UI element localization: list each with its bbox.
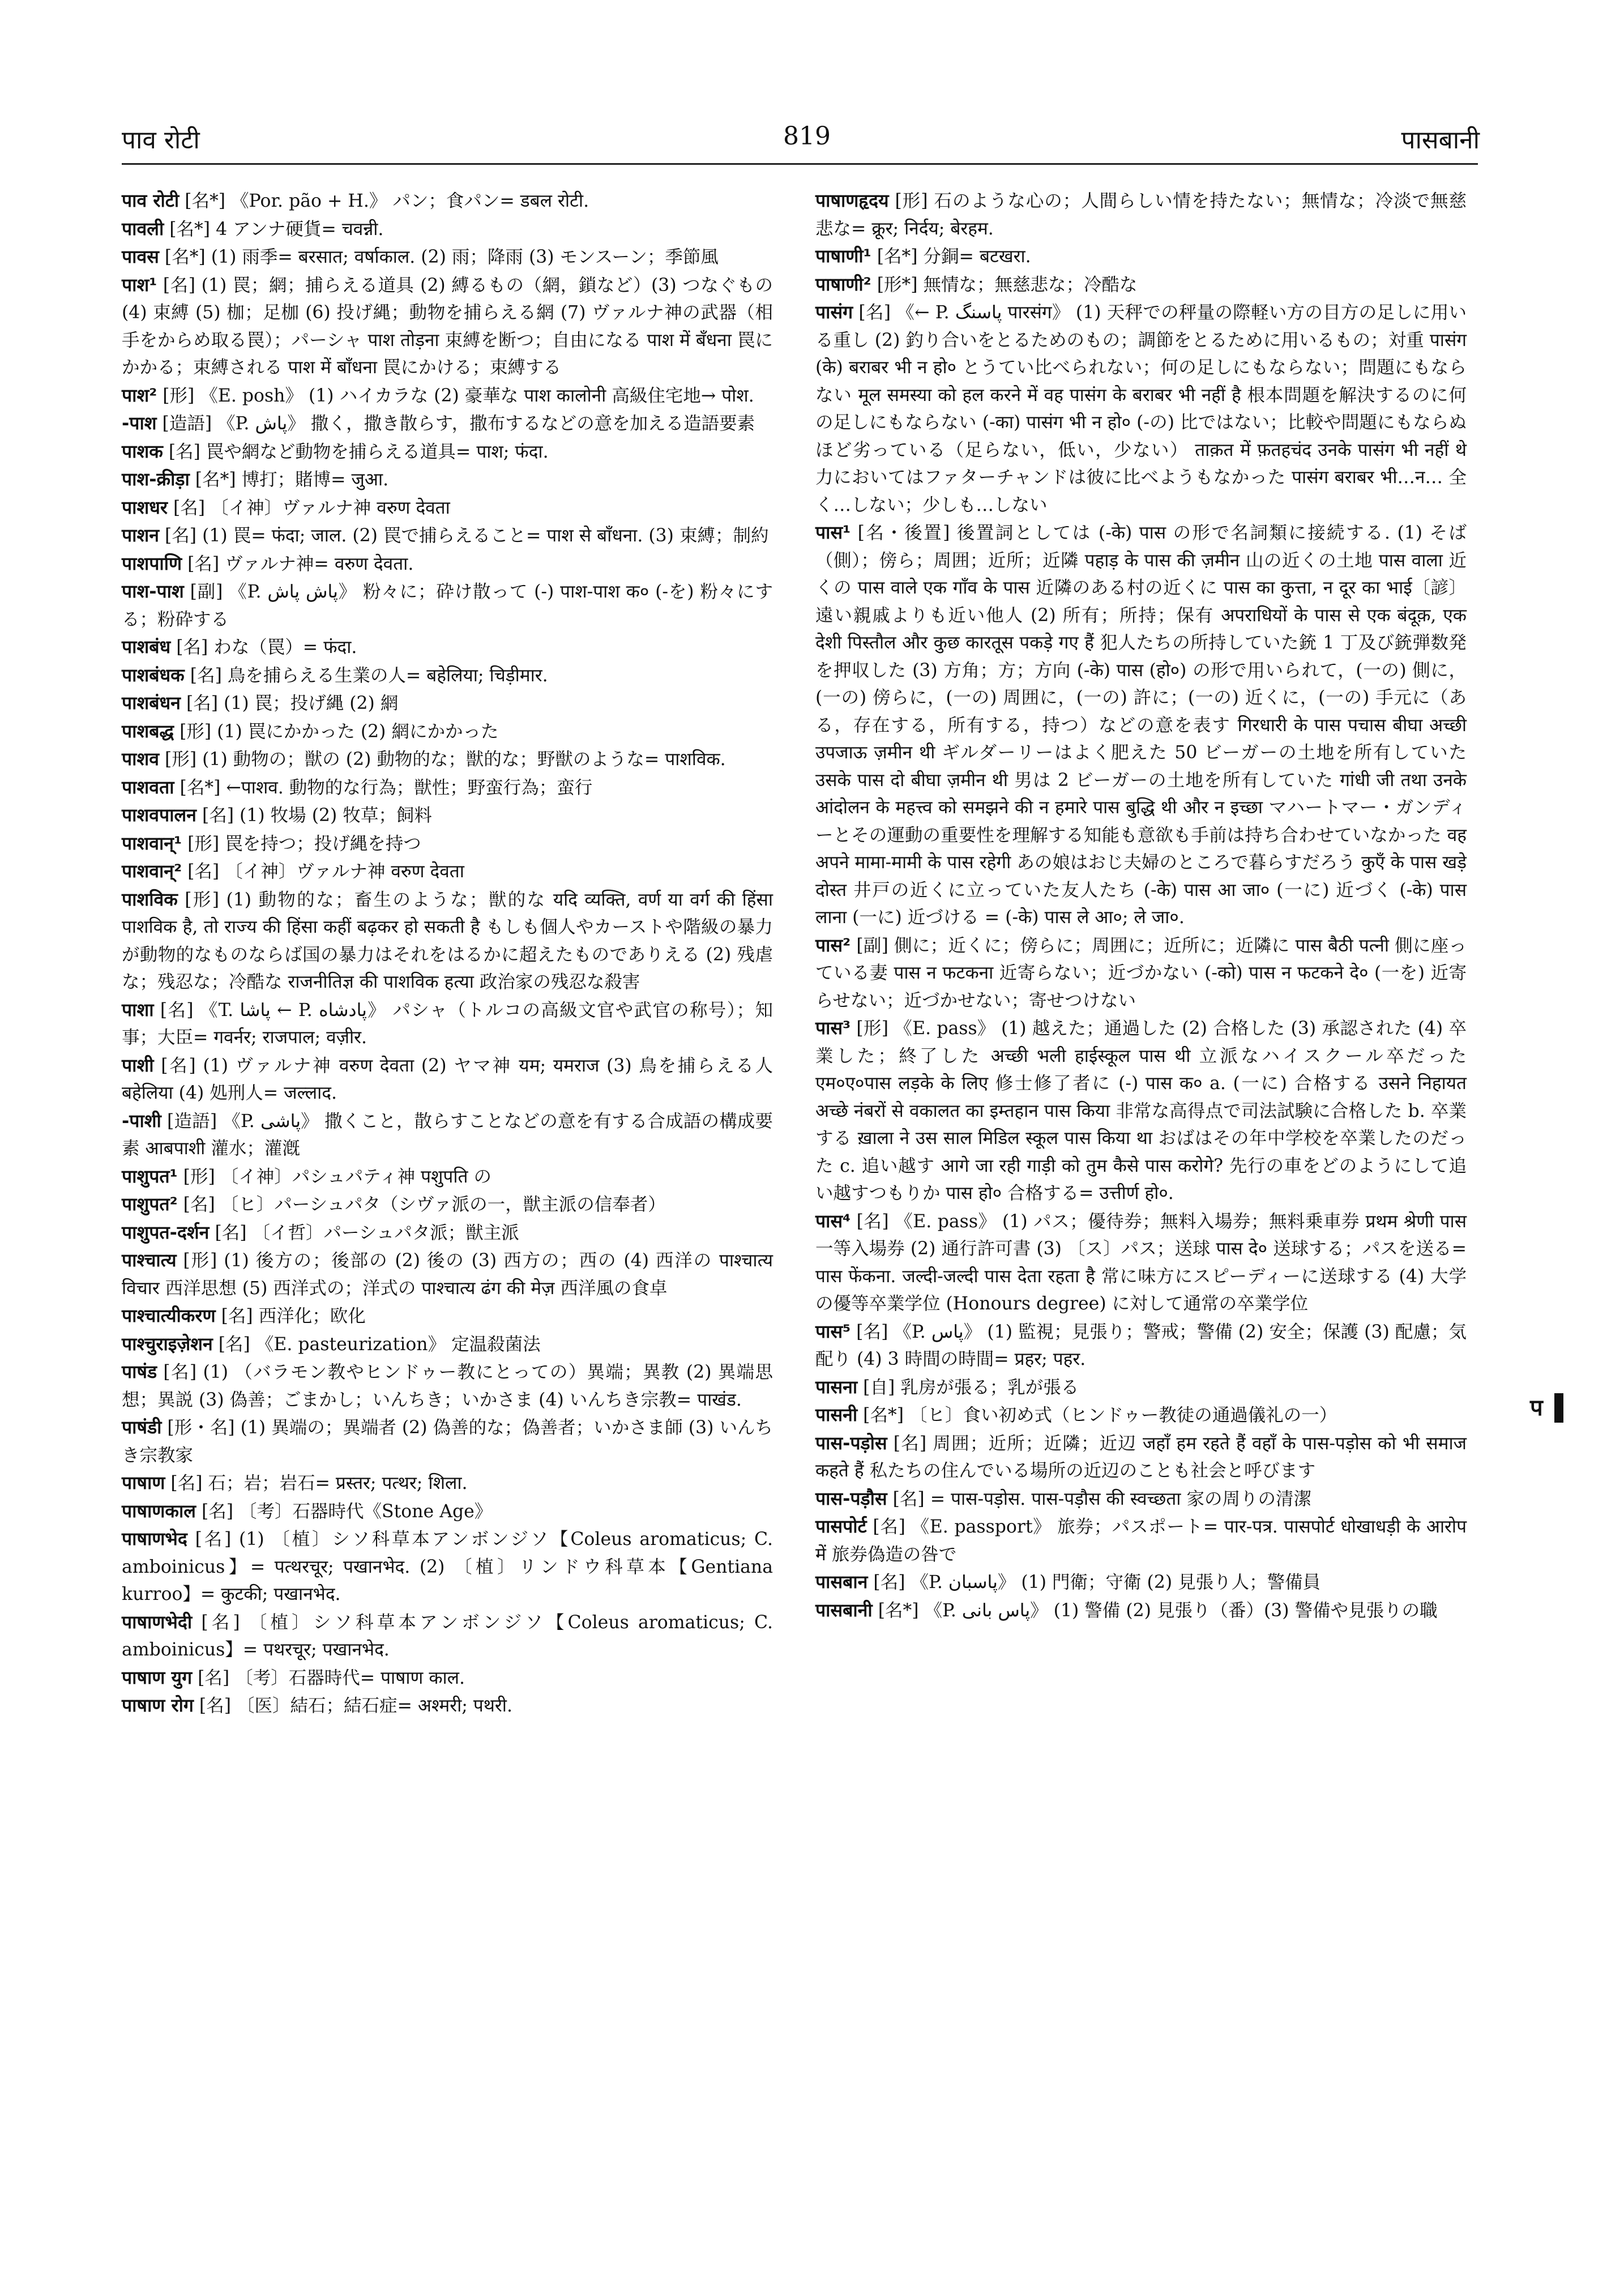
dictionary-entry <box>122 1330 773 1359</box>
entry-definition: [形] (1) 後方の；後部の (2) 後の (3) 西方の；西の (4) 西洋の पाश्चात्य विचार 西洋思想 (5) 西洋式の；洋式の पाश्चात्य ढंग की मेज़ 西洋風の食卓 <box>122 1250 773 1299</box>
entry-definition: [形] 《E. pass》 (1) 越えた；通過した (2) 合格した (3) 承認された (4) 卒業した；終了した अच्छी भली हाईस्कूल पास थी 立派なハイスクール卒だった एम०ए०पास लड़के के लिए 修士修了者に (-) पास क० a. (一に) 合格する उसने निहायत अच्छे नंबरों से वकालत का इम्तहान पास किया 非常な高得点で司法試験に合格した b. 卒業する ख़ाला ने उस साल मिडिल स्कूल पास किया था おばはその年中学校を卒業したのだった c. 追い越す आगे जा रही गाड़ी को तुम कैसे पास करोगे? 先行の車をどのようにして追い越すつもりか पास हो० 合格する= उत्तीर्ण हो०. <box>815 1018 1467 1203</box>
dictionary-entry <box>122 271 773 382</box>
dictionary-entry <box>122 382 773 410</box>
entry-definition: [副] 《P. پاش پاش》 粉々に；砕け散って (-) पाश-पाश क० (-を) 粉々にする；粉砕する <box>122 582 773 630</box>
entry-headword: पाषाणभेद <box>122 1528 187 1550</box>
header-rule <box>122 163 1478 165</box>
dictionary-entry <box>122 1525 773 1608</box>
entry-headword: पासंग <box>815 301 853 323</box>
entry-definition: [名] 鳥を捕らえる生業の人= बहेलिया; चिड़ीमार. <box>184 665 548 686</box>
entry-definition: [名] 〔考〕石器時代《Stone Age》 <box>195 1501 493 1522</box>
dictionary-entry <box>122 550 773 578</box>
entry-definition: [名] 西洋化；欧化 <box>215 1306 366 1326</box>
dictionary-entry <box>122 774 773 802</box>
dictionary-entry <box>815 242 1467 271</box>
entry-definition: [形] (1) 動物的な；畜生のような；獣的な यदि व्यक्ति, वर्ण या वर्ग की हिंसा पाशविक है, तो राज्य की हिंसा कहीं बढ़कर हो सकती है もしも個人やカーストや階級の暴力が動物的なものならば国の暴力はそれをはるかに超えたものでありえる (2) 残虐な；残忍な；冷酷な राजनीतिज्ञ की पाशविक हत्या 政治家の残忍な殺害 <box>122 889 773 992</box>
entry-definition: [名] 〔考〕石器時代= पाषाण काल. <box>192 1667 465 1688</box>
entry-headword: पाशविक <box>122 888 178 910</box>
dictionary-entry <box>122 1692 773 1720</box>
dictionary-entry <box>122 1219 773 1247</box>
dictionary-entry <box>815 1401 1467 1429</box>
entry-headword: पाषाणी² <box>815 273 871 295</box>
dictionary-entry <box>122 215 773 244</box>
entry-headword: पाश¹ <box>122 274 157 296</box>
entry-definition: [名] 〔イ哲〕パーシュパタ派；獣主派 <box>209 1222 519 1243</box>
dictionary-entry <box>815 1597 1467 1625</box>
entry-definition: [名*] 4 アンナ硬貨= चवन्नी. <box>164 219 384 240</box>
entry-definition: [名] 《T. پاشا ← P. پادشاه》 パシャ（トルコの高級文官や武官の称号）；知事；大臣= गवर्नर; राजपाल; वज़ीर. <box>122 1000 773 1048</box>
dictionary-entry <box>122 1190 773 1219</box>
entry-headword: पाषाण <box>122 1472 165 1493</box>
entry-headword: पाषाणहृदय <box>815 190 889 211</box>
entry-definition: [名] (1) （バラモン教やヒンドゥー教にとっての）異端；異教 (2) 異端思想；異説 (3) 偽善；ごまかし；いんちき；いかさま (4) いんちき宗教= पाखंड. <box>122 1362 773 1410</box>
dictionary-entry <box>122 1664 773 1692</box>
entry-definition: [名] 〔イ神〕ヴァルナ神 वरुण देवता <box>182 861 464 882</box>
dictionary-entry <box>122 745 773 774</box>
entry-definition: [形] 罠を持つ；投げ縄を持つ <box>182 833 421 854</box>
dictionary-entry <box>122 801 773 830</box>
entry-headword: पाश-क्रीड़ा <box>122 468 190 490</box>
entry-definition: [形・名] (1) 異端の；異端者 (2) 偽善的な；偽善者；いかさま師 (3) いんちき宗教家 <box>122 1418 773 1466</box>
entry-headword: पाश्चुराइज़ेशन <box>122 1333 213 1355</box>
entry-headword: पास¹ <box>815 522 851 543</box>
entry-definition: [造語] 《P. پاش》 撒く，撒き散らす，撒布するなどの意を加える造語要素 <box>156 413 755 434</box>
entry-definition: [名] わな（罠）= फंदा. <box>170 637 357 658</box>
page-number: 819 <box>783 122 831 151</box>
entry-headword: पाशधर <box>122 496 168 518</box>
entry-definition: [名*] 〔ヒ〕食い初め式（ヒンドゥー教徒の通過儀礼の一） <box>857 1405 1337 1425</box>
entry-headword: पावस <box>122 246 159 267</box>
dictionary-entry <box>122 187 773 215</box>
right-column <box>815 187 1467 1624</box>
entry-headword: पाषाण रोग <box>122 1695 194 1716</box>
entry-definition: [造語] 《P. پاشی》 撒くこと，散らすことなどの意を有する合成語の構成要素 आबपाशी 灌水；灌漑 <box>122 1111 773 1159</box>
entry-definition: [名] 周囲；近所；近隣；近辺 जहाँ हम रहते हैं वहाँ के पास-पड़ोस को भी समाज कहते हैं 私たちの住んでいる場所の近辺のことも社会と呼びます <box>815 1433 1467 1481</box>
entry-headword: पाषंड <box>122 1361 157 1382</box>
dictionary-entry <box>122 1247 773 1302</box>
dictionary-entry <box>122 522 773 550</box>
entry-definition: [名] 《E. pasteurization》 定温殺菌法 <box>212 1334 541 1355</box>
entry-definition: [名] 《E. passport》 旅券；パスポート= पार-पत्र. पासपोर्ट धोखाधड़ी के आरोप में 旅券偽造の咎で <box>815 1517 1467 1565</box>
entry-headword: पाश्चात्यीकरण <box>122 1305 216 1326</box>
dictionary-entry <box>122 1302 773 1330</box>
entry-headword: पाशुपत² <box>122 1193 178 1215</box>
entry-headword: पाषाणकाल <box>122 1500 196 1522</box>
entry-headword: पासपोर्ट <box>815 1516 867 1537</box>
entry-headword: पाशवान्¹ <box>122 832 182 854</box>
entry-definition: [名] 《E. pass》 (1) パス；優待券；無料入場券；無料乗車券 प्रथम श्रेणी पास 一等入場券 (2) 通行許可書 (3) 〔ス〕パス；送球 पास दे० 送球する；パスを送る= पास फेंकना. जल्दी-जल्दी पास देता रहता है 常に味方にスピーディーに送球する (4) 大学の優等卒業学位 (Honours degree) に対して通常の卒業学位 <box>815 1211 1467 1314</box>
entry-definition: [名*] 《P. پاس بانی》 (1) 警備 (2) 見張り（番）(3) 警備や見張りの職 <box>872 1600 1438 1621</box>
entry-headword: पाश² <box>122 384 157 406</box>
dictionary-entry <box>815 1568 1467 1597</box>
entry-headword: पासना <box>815 1376 858 1398</box>
entry-headword: पासबानी <box>815 1599 873 1621</box>
thumb-index-tab <box>1554 1393 1563 1423</box>
dictionary-entry <box>122 718 773 746</box>
entry-definition: [名] (1) 罠；投げ縄 (2) 網 <box>180 693 399 714</box>
entry-definition: [名] 〔ヒ〕パーシュパタ（シヴァ派の一，獣主派の信奉者） <box>177 1194 666 1215</box>
dictionary-entry <box>122 494 773 522</box>
entry-definition: [名] (1) 罠= फंदा; जाल. (2) 罠で捕らえること= पाश से बाँधना. (3) 束縛；制約 <box>159 526 769 546</box>
dictionary-entry <box>122 466 773 494</box>
dictionary-entry <box>815 187 1467 242</box>
dictionary-entry <box>122 243 773 271</box>
dictionary-entry <box>815 519 1467 932</box>
entry-definition: [名*] 博打；賭博= जुआ. <box>189 470 389 490</box>
dictionary-entry <box>122 1608 773 1664</box>
entry-definition: [形] (1) 動物の；獣の (2) 動物的な；獣的な；野獣のような= पाशविक. <box>159 749 726 770</box>
entry-definition: [副] 側に；近くに；傍らに；周囲に；近所に；近隣に पास बैठी पत्नी 側に座っている妻 पास न फटकना 近寄らない；近づかない (-को) पास न फटकने दे० (一を) 近寄らせない；近づかせない；寄せつけない <box>815 935 1467 1011</box>
dictionary-entry <box>815 932 1467 1015</box>
entry-definition: [名・後置] 後置詞としては (-के) पास の形で名詞類に接続する. (1) そば（側）；傍ら；周囲；近所；近隣 पहाड़ के पास की ज़मीन 山の近くの土地 पास वाला 近くの पास वाले एक गाँव के पास 近隣のある村の近くに पास का कुत्ता, न दूर का भाई〔諺〕遠い親戚よりも近い他人 (2) 所有；所持；保有 अपराधियों के पास से एक बंदूक़, एक देशी पिस्तौल और कुछ कारतूस पकड़े गए हैं 犯人たちの所持していた銃 1 丁及び銃弾数発を押収した (3) 方角；方；方向 (-के) पास (हो०) の形で用いられて，(一の) 側に，(一の) 傍らに，(一の) 周囲に，(一の) 許に；(一の) 近くに，(一の) 手元に（ある，存在する，所有する，持つ）などの意を表す गिरधारी के पास पचास बीघा अच्छी उपजाऊ ज़मीन थी ギルダーリーはよく肥えた 50 ビーガーの土地を所有していた उसके पास दो बीघा ज़मीन थी 男は 2 ビーガーの土地を所有していた गांधी जी तथा उनके आंदोलन के महत्त्व को समझने की न हमारे पास बुद्धि थी और न इच्छा マハートマー・ガンディーとその運動の重要性を理解する知能も意欲も手前は持ち合わせていなかった वह अपने मामा-मामी के पास रहेगी あの娘はおじ夫婦のところで暮らすだろう कुएँ के पास खड़े दोस्त 井戸の近くに立っていた友人たち (-के) पास आ जा० (一に) 近づく (-के) पास लाना (一に) 近づける = (-के) पास ले आ०; ले जा०. <box>815 523 1467 928</box>
entry-headword: पास⁵ <box>815 1320 851 1342</box>
entry-definition: [形] 石のような心の；人間らしい情を持たない；無情な；冷淡で無慈悲な= क्रूर; निर्दय; बेरहम. <box>815 191 1467 239</box>
dictionary-entry <box>815 1014 1467 1207</box>
dictionary-entry <box>122 689 773 718</box>
entry-definition: [名] (1) ヴァルナ神 वरुण देवता (2) ヤマ神 यम; यमराज (3) 鳥を捕らえる人 बहेलिया (4) 処刑人= जल्लाद. <box>122 1055 773 1103</box>
dictionary-entry <box>122 996 773 1052</box>
dictionary-entry <box>815 1485 1467 1513</box>
header-right-guide-word: पासबानी <box>1401 126 1480 155</box>
entry-headword: पाशन <box>122 524 159 546</box>
entry-headword: पाशव <box>122 748 160 770</box>
header-left-guide-word: पाव रोटी <box>122 126 200 155</box>
entry-definition: [名] 〔イ神〕ヴァルナ神 वरुण देवता <box>168 497 450 518</box>
entry-headword: पाशी <box>122 1054 154 1076</box>
dictionary-entry <box>815 1513 1467 1568</box>
entry-definition: [名] 罠や網など動物を捕らえる道具= पाश; फंदा. <box>163 441 549 462</box>
entry-headword: पाशवपालन <box>122 804 196 826</box>
entry-headword: पाशक <box>122 440 163 462</box>
entry-headword: पाशुपत¹ <box>122 1165 178 1187</box>
entry-headword: पाश्चात्य <box>122 1249 177 1271</box>
entry-headword: पास⁴ <box>815 1210 851 1232</box>
entry-headword: पासबान <box>815 1571 868 1593</box>
entry-headword: पाश-पाश <box>122 581 184 602</box>
dictionary-entry <box>815 298 1467 519</box>
dictionary-entry <box>122 578 773 633</box>
dictionary-entry <box>122 1107 773 1163</box>
entry-headword: पावली <box>122 217 164 240</box>
entry-definition: [形] (1) 罠にかかった (2) 網にかかった <box>174 721 499 742</box>
entry-definition: [名*] 分銅= बटखरा. <box>871 246 1031 267</box>
entry-definition: [名] 〔医〕結石；結石症= अश्मरी; पथरी. <box>193 1696 512 1716</box>
entry-headword: पास-पड़ौस <box>815 1487 887 1509</box>
dictionary-entry <box>122 857 773 886</box>
entry-headword: -पाशी <box>122 1109 161 1132</box>
dictionary-entry <box>815 1318 1467 1373</box>
thumb-index-letter: प <box>1530 1395 1543 1421</box>
entry-headword: पाशा <box>122 998 154 1021</box>
entry-definition: [名] = पास-पड़ोस. पास-पड़ौस की स्वच्छता 家の周りの清潔 <box>887 1488 1311 1509</box>
entry-headword: पाव रोटी <box>122 190 180 211</box>
dictionary-entry <box>122 1052 773 1107</box>
dictionary-entry <box>815 1207 1467 1318</box>
dictionary-entry <box>122 886 773 996</box>
dictionary-entry <box>122 1163 773 1191</box>
dictionary-entry <box>815 271 1467 299</box>
entry-headword: पाशपाणि <box>122 552 182 574</box>
entry-headword: पाषाणी¹ <box>815 245 871 267</box>
entry-definition: [名] 《P. پاس》 (1) 監視；見張り；警戒；警備 (2) 安全；保護 (3) 配慮；気配り (4) 3 時間の時間= प्रहर; पहर. <box>815 1321 1467 1369</box>
entry-headword: पाशबंधक <box>122 664 185 686</box>
entry-definition: [名] ヴァルナ神= वरुण देवता. <box>182 553 414 574</box>
entry-definition: [形] 《E. posh》 (1) ハイカラな (2) 豪華な पाश कालोनी 高級住宅地→ पोश. <box>157 385 754 406</box>
entry-definition: [名] (1) 罠；網；捕らえる道具 (2) 縛るもの（網，鎖など）(3) つなぐもの (4) 束縛 (5) 枷；足枷 (6) 投げ縄；動物を捕らえる網 (7) ヴァルナ神の武器（相手をからめ取る罠）；パーシャ पाश तोड़ना 束縛を断つ；自由になる पाश में बँधना 罠にかかる；束縛される पाश में बाँधना 罠にかける；束縛する <box>122 275 773 378</box>
entry-definition: [形] 〔イ神〕パシュパティ神 पशुपति の <box>177 1166 492 1187</box>
dictionary-entry <box>122 1358 773 1414</box>
dictionary-entry <box>815 1373 1467 1402</box>
entry-headword: पास³ <box>815 1017 851 1039</box>
entry-definition: [名] 〔植〕シソ科草本アンボンジソ【Coleus aromaticus; C. amboinicus】= पथरचूर; पखानभेद. <box>122 1612 773 1660</box>
entry-definition: [名] 《P. پاسبان》 (1) 門衛；守衛 (2) 見張り人；警備員 <box>867 1572 1321 1593</box>
entry-headword: पाशवता <box>122 776 174 798</box>
entry-definition: [名] 《← P. پاسنگ पारसंग》 (1) 天秤での秤量の際軽い方の目方の足しに用いる重し (2) 釣り合いをとるためのもの；調節をとるために用いるもの；対重 पासंग (के) बराबर भी न हो० とうてい比べられない；何の足しにもならない；問題にもならない मूल समस्या को हल करने में वह पासंग के बराबर भी नहीं है 根本問題を解決するのに何の足しにもならない (-का) पासंग भी न हो० (-の) 比ではない；比較や問題にもならぬほど劣っている（足らない，低い，少ない） ताक़त में फ़तहचंद उनके पासंग भी नहीं थे 力においてはファターチャンドは彼に比べようもなかった पासंग बराबर भी…न… 全く…しない；少しも…しない <box>815 302 1467 515</box>
entry-definition: [名] 石；岩；岩石= प्रस्तर; पत्थर; शिला. <box>165 1473 468 1493</box>
dictionary-entry <box>122 830 773 858</box>
dictionary-entry <box>122 438 773 466</box>
left-column <box>122 187 773 1720</box>
entry-definition: [名*] (1) 雨季= बरसात; वर्षाकाल. (2) 雨；降雨 (3) モンスーン；季節風 <box>159 247 719 267</box>
dictionary-entry <box>122 409 773 438</box>
entry-headword: पास² <box>815 934 851 956</box>
entry-headword: पाशबंधन <box>122 692 181 714</box>
entry-definition: [自] 乳房が張る；乳が張る <box>857 1377 1079 1398</box>
entry-definition: [名*] 《Por. pão + H.》 パン；食パン= डबल रोटी. <box>179 191 589 211</box>
dictionary-entry <box>122 1497 773 1526</box>
entry-headword: पास-पड़ोस <box>815 1432 887 1454</box>
entry-headword: पासनी <box>815 1404 858 1425</box>
entry-definition: [名] (1) 〔植〕シソ科草本アンボンジソ【Coleus aromaticus; C. amboinicus】= पत्थरचूर; पखानभेद. (2) 〔植〕リンドウ科草本【Gentiana kurroo】= कुटकी; पखानभेद. <box>122 1529 773 1604</box>
entry-headword: पाषाण युग <box>122 1666 193 1688</box>
entry-headword: -पाश <box>122 412 157 434</box>
entry-definition: [形*] 無情な；無慈悲な；冷酷な <box>871 274 1138 295</box>
dictionary-entry <box>122 661 773 690</box>
entry-headword: पाषंडी <box>122 1416 162 1438</box>
dictionary-entry <box>122 1469 773 1497</box>
entry-headword: पाशबद्ध <box>122 720 174 742</box>
entry-definition: [名] (1) 牧場 (2) 牧草；飼料 <box>196 805 432 826</box>
entry-headword: पाशवान्² <box>122 860 182 882</box>
dictionary-entry <box>122 633 773 661</box>
entry-headword: पाशबंध <box>122 636 171 658</box>
dictionary-entry <box>815 1429 1467 1485</box>
entry-headword: पाषाणभेदी <box>122 1611 193 1633</box>
entry-headword: पाशुपत-दर्शन <box>122 1221 210 1243</box>
entry-definition: [名*] ←पाशव. 動物的な行為；獣性；野蛮行為；蛮行 <box>174 777 593 798</box>
dictionary-entry <box>122 1414 773 1469</box>
